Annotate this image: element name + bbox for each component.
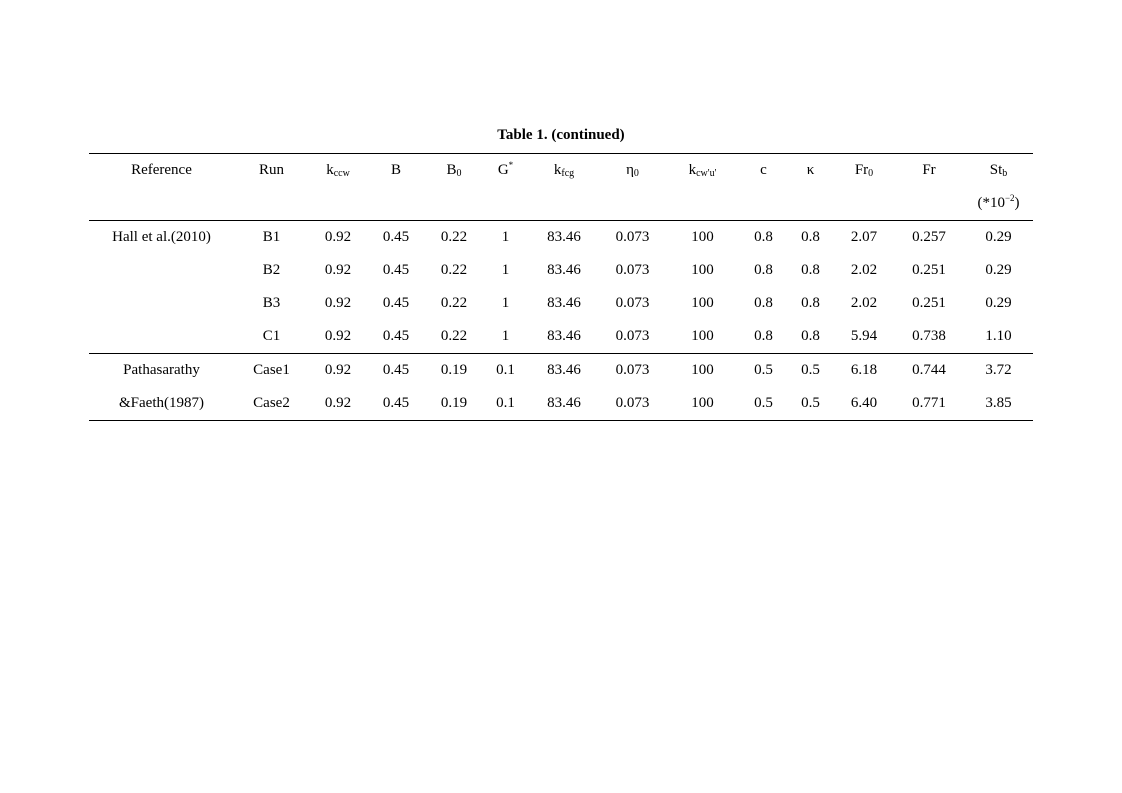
cell: 3.85 bbox=[985, 395, 1012, 411]
cell: 0.92 bbox=[324, 395, 352, 411]
cell: 0.92 bbox=[324, 295, 352, 311]
cell: 0.1 bbox=[496, 362, 515, 378]
cell: 0.8 bbox=[801, 328, 820, 344]
cell: 1 bbox=[501, 328, 510, 344]
reference-cell: Pathasarathy bbox=[123, 362, 200, 378]
header-b: B bbox=[390, 162, 401, 178]
header-reference: Reference bbox=[131, 162, 192, 178]
cell: 0.8 bbox=[754, 328, 773, 344]
header-kfcg: $k_{fcg}$ bbox=[553, 162, 575, 179]
cell: 0.073 bbox=[615, 229, 650, 245]
cell: 0.45 bbox=[382, 295, 410, 311]
cell: 6.40 bbox=[850, 395, 878, 411]
header-stb-unit: $(*10^{-2})$ bbox=[977, 193, 1020, 211]
cell: 0.5 bbox=[754, 395, 773, 411]
table-row bbox=[89, 221, 1033, 255]
cell: 6.18 bbox=[850, 362, 878, 378]
cell: 1 bbox=[501, 295, 510, 311]
cell: 83.46 bbox=[547, 262, 581, 278]
group-pathasarathy bbox=[89, 354, 1033, 421]
cell: 0.8 bbox=[801, 295, 820, 311]
table-caption: Table 1. (continued) bbox=[497, 127, 625, 143]
cell: 0.22 bbox=[440, 295, 468, 311]
group-hall bbox=[89, 221, 1033, 354]
header-stb: $St_b$ bbox=[989, 162, 1008, 179]
cell: 0.92 bbox=[324, 328, 352, 344]
cell: 83.46 bbox=[547, 295, 581, 311]
cell: 100 bbox=[691, 229, 714, 245]
cell: 0.22 bbox=[440, 328, 468, 344]
cell: B3 bbox=[262, 295, 281, 311]
cell: 100 bbox=[691, 395, 714, 411]
cell: 0.22 bbox=[440, 229, 468, 245]
cell: 0.257 bbox=[912, 229, 946, 245]
header-fr: Fr bbox=[922, 162, 936, 178]
cell: 1.10 bbox=[985, 328, 1012, 344]
cell: 0.92 bbox=[324, 362, 352, 378]
cell: 0.29 bbox=[985, 295, 1012, 311]
cell: 0.29 bbox=[985, 229, 1012, 245]
cell: 83.46 bbox=[547, 395, 581, 411]
cell: 83.46 bbox=[547, 328, 581, 344]
cell bbox=[89, 254, 234, 287]
cell: 0.771 bbox=[912, 395, 946, 411]
reference-cell: Hall et al.(2010) bbox=[112, 229, 211, 245]
cell: Case2 bbox=[253, 395, 290, 411]
cell: 0.29 bbox=[985, 262, 1012, 278]
cell: 0.073 bbox=[615, 328, 650, 344]
cell: 100 bbox=[691, 362, 714, 378]
cell: 0.1 bbox=[496, 395, 515, 411]
cell: 0.45 bbox=[382, 328, 410, 344]
cell: 0.22 bbox=[440, 262, 468, 278]
header-run: Run bbox=[258, 162, 284, 178]
cell: 0.45 bbox=[382, 262, 410, 278]
cell: 3.72 bbox=[985, 362, 1012, 378]
table-row bbox=[89, 254, 1033, 287]
cell: 0.8 bbox=[801, 229, 820, 245]
cell bbox=[89, 320, 234, 354]
cell: 0.5 bbox=[754, 362, 773, 378]
header-eta0: $\eta_0$ bbox=[626, 162, 639, 179]
cell: 0.5 bbox=[801, 362, 820, 378]
cell: 0.251 bbox=[912, 295, 946, 311]
cell: 0.8 bbox=[801, 262, 820, 278]
cell: 0.738 bbox=[912, 328, 946, 344]
table-row bbox=[89, 387, 1033, 421]
cell: 0.45 bbox=[382, 395, 410, 411]
cell: 83.46 bbox=[547, 362, 581, 378]
cell: B2 bbox=[262, 262, 281, 278]
cell: Case1 bbox=[253, 362, 290, 378]
cell: 0.744 bbox=[912, 362, 946, 378]
cell: 0.073 bbox=[615, 395, 650, 411]
header-kcw: $k_{cw'u'}$ bbox=[688, 162, 717, 179]
cell: 2.02 bbox=[850, 295, 878, 311]
cell: 0.8 bbox=[754, 295, 773, 311]
header-kappa: κ bbox=[806, 162, 815, 178]
cell: C1 bbox=[262, 328, 281, 344]
cell: 0.19 bbox=[440, 362, 468, 378]
cell: 1 bbox=[501, 262, 510, 278]
cell: 5.94 bbox=[850, 328, 878, 344]
cell bbox=[89, 287, 234, 320]
header-b0: $B_0$ bbox=[446, 162, 462, 179]
cell: B1 bbox=[262, 229, 281, 245]
cell: 0.5 bbox=[801, 395, 820, 411]
cell: 83.46 bbox=[547, 229, 581, 245]
cell: 0.45 bbox=[382, 362, 410, 378]
cell: 0.45 bbox=[382, 229, 410, 245]
cell: 0.251 bbox=[912, 262, 946, 278]
cell: 1 bbox=[501, 229, 510, 245]
cell: 100 bbox=[691, 295, 714, 311]
table-row bbox=[89, 287, 1033, 320]
header-kccw: $k_{ccw}$ bbox=[326, 162, 350, 179]
cell: 0.8 bbox=[754, 229, 773, 245]
table-row bbox=[89, 354, 1033, 388]
cell: 2.07 bbox=[850, 229, 878, 245]
cell: 100 bbox=[691, 262, 714, 278]
cell: 0.073 bbox=[615, 362, 650, 378]
cell: 0.073 bbox=[615, 295, 650, 311]
table-row bbox=[89, 320, 1033, 354]
cell: 0.92 bbox=[324, 229, 352, 245]
cell: 0.8 bbox=[754, 262, 773, 278]
cell: 0.19 bbox=[440, 395, 468, 411]
cell: 100 bbox=[691, 328, 714, 344]
reference-cell: &Faeth(1987) bbox=[119, 395, 204, 411]
cell: 0.073 bbox=[615, 262, 650, 278]
parameters-table bbox=[89, 153, 1033, 421]
cell: 2.02 bbox=[850, 262, 878, 278]
cell: 0.92 bbox=[324, 262, 352, 278]
header-c: c bbox=[760, 162, 767, 178]
header-fr0: $Fr_0$ bbox=[854, 162, 874, 179]
table-header bbox=[89, 154, 1033, 221]
header-g: G* bbox=[497, 160, 514, 178]
